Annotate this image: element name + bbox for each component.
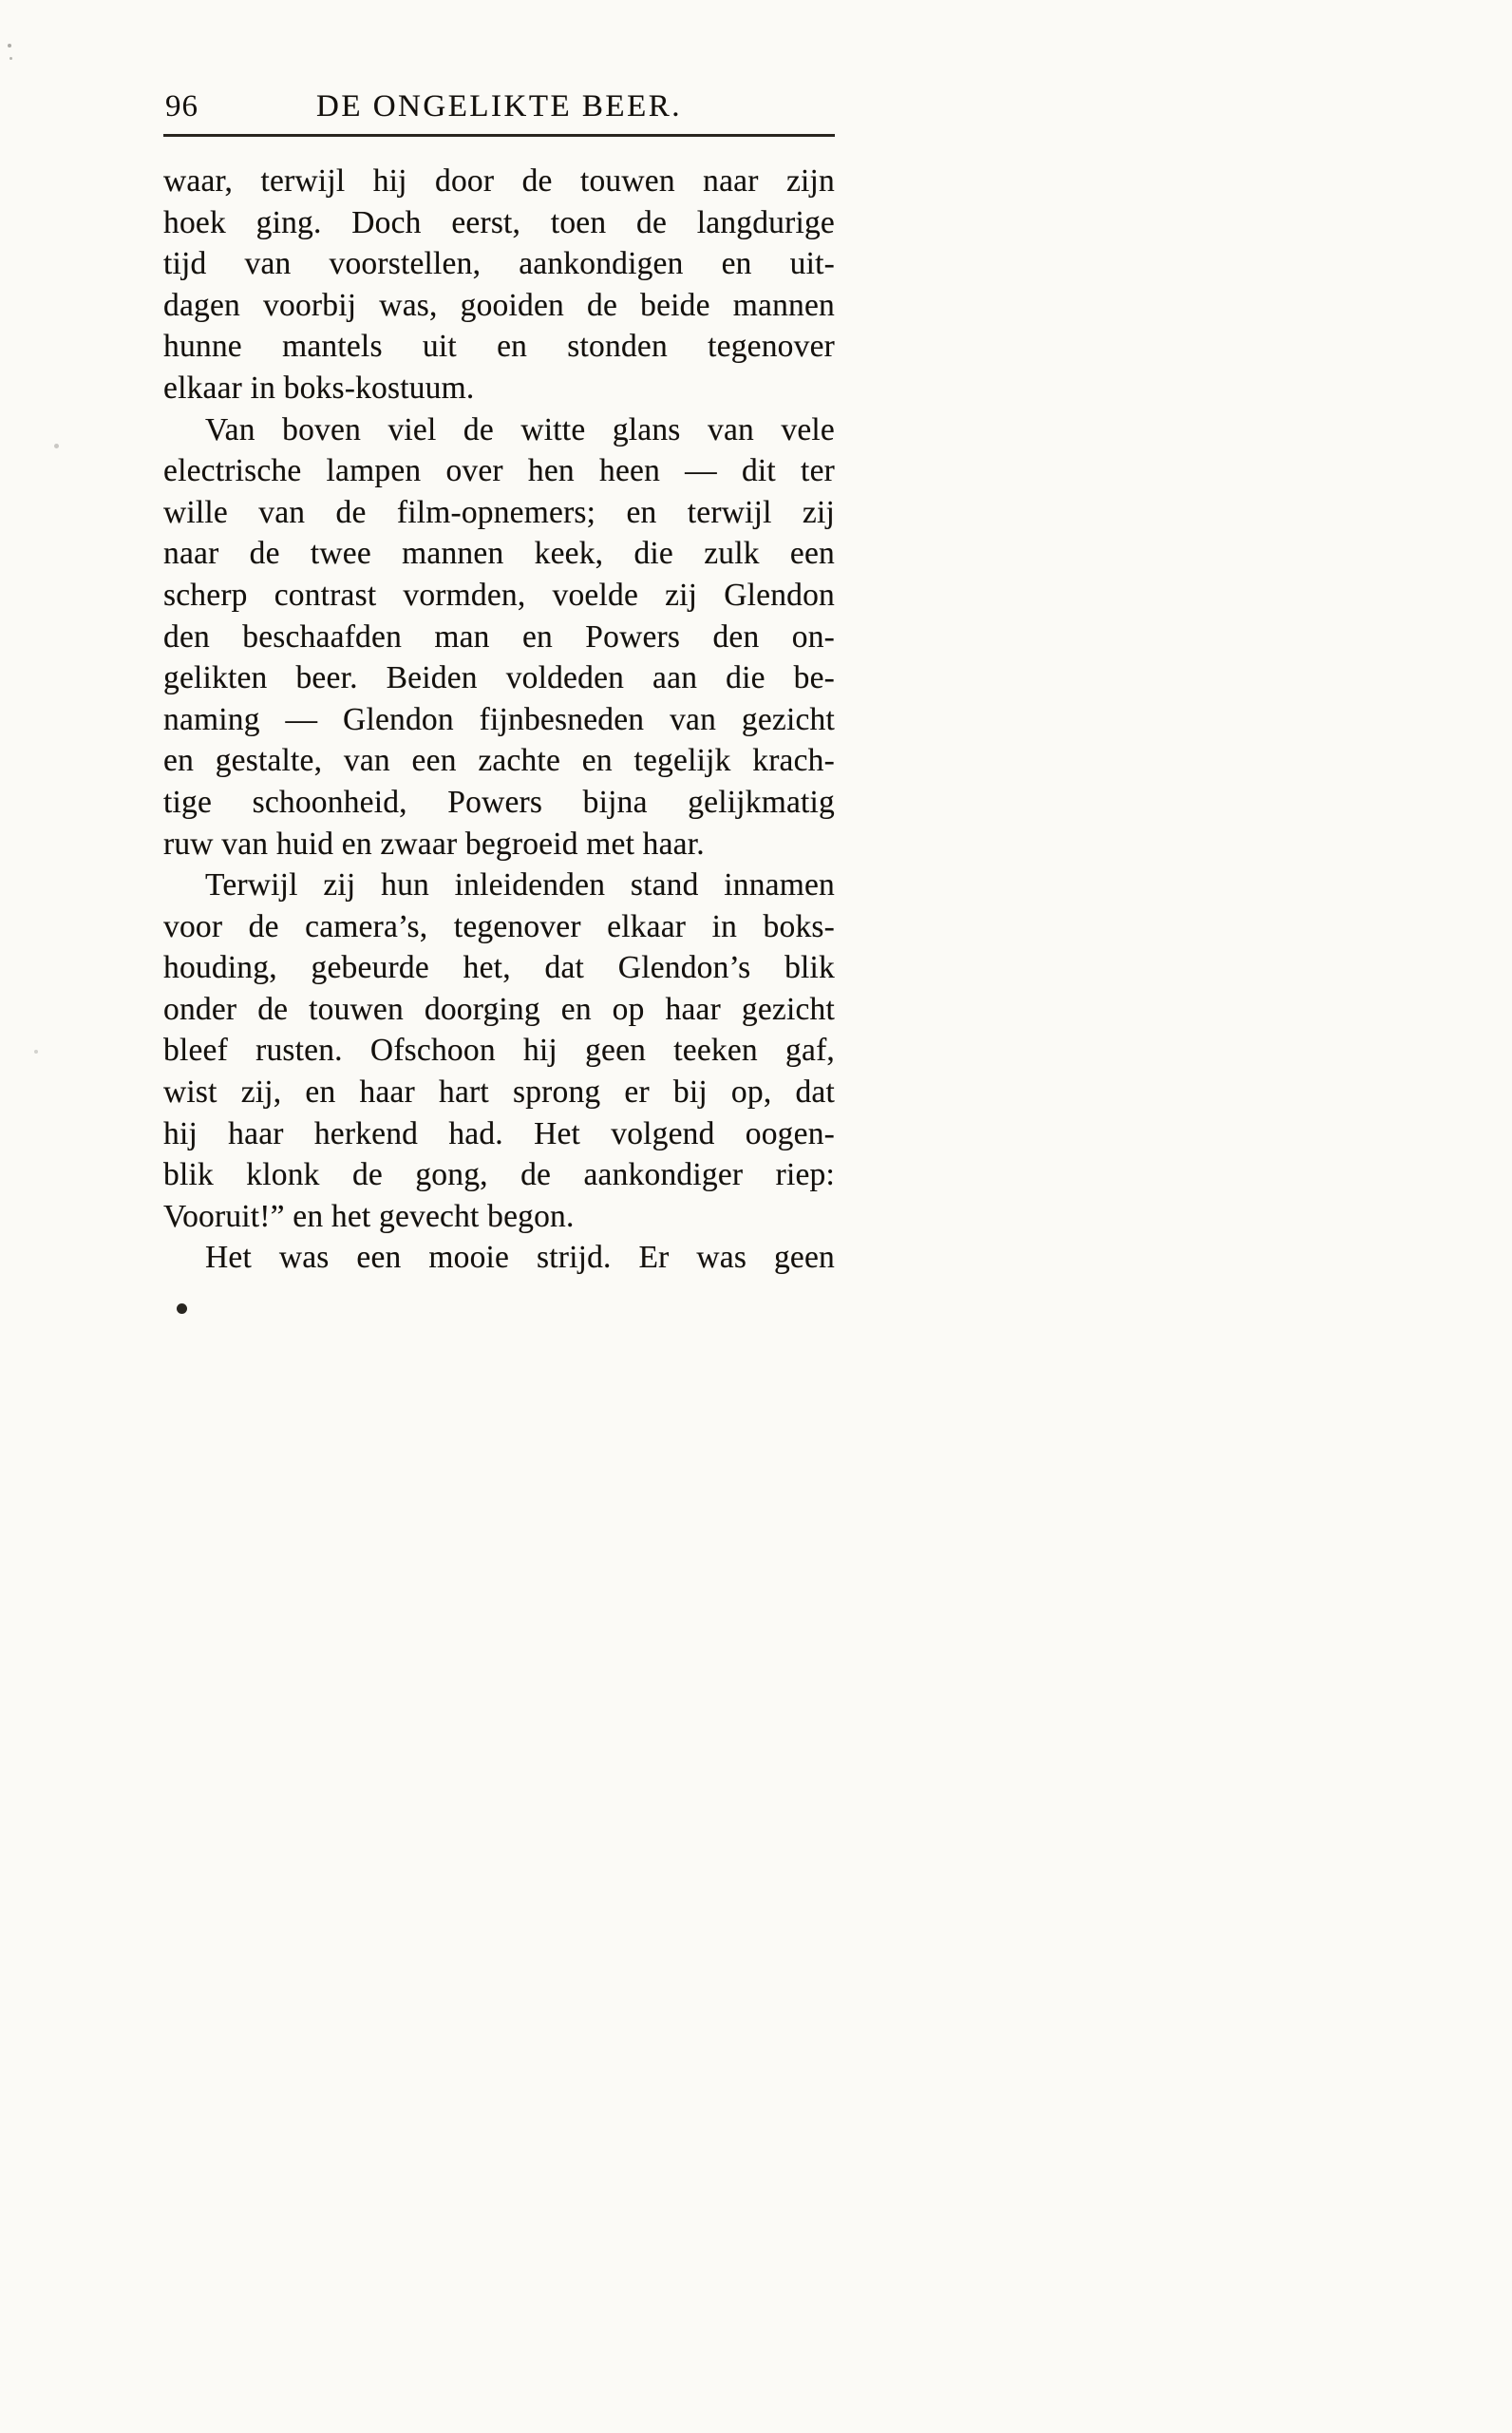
text-line: en gestalte, van een zachte en tegelijk krach- [163,743,835,779]
text-line: dagen voorbij was, gooiden de beide mannen [163,287,835,323]
text-line: Terwijl zij hun inleidenden stand innamen [205,867,835,903]
body-text [163,161,835,1279]
running-title: DE ONGELIKTE BEER. [315,89,683,124]
text-line: wist zij, en haar hart sprong er bij op, dat [163,1074,835,1111]
page-number: 96 [165,89,198,124]
text-line: ruw van huid en zwaar begroeid met haar. [163,826,705,862]
text-line: electrische lampen over hen heen — dit ter [163,453,835,489]
text-line: tige schoonheid, Powers bijna gelijkmatig [163,784,835,820]
text-line: houding, gebeurde het, dat Glendon’s blik [163,950,835,986]
text-line: elkaar in boks-kostuum. [163,370,475,406]
text-line: den beschaafden man en Powers den on- [163,618,835,655]
ink-speck [9,57,12,60]
text-line: tijd van voorstellen, aankondigen en uit- [163,246,835,282]
text-line: hunne mantels uit en stonden tegenover [163,329,835,365]
page-header [163,87,835,127]
text-line: naar de twee mannen keek, die zulk een [163,536,835,572]
text-line: blik klonk de gong, de aankondiger riep: [163,1157,835,1193]
text-line: naming — Glendon fijnbesneden van gezicht [163,701,835,737]
text-line: bleef rusten. Ofschoon hij geen teeken gaf, [163,1033,835,1069]
header-rule [163,134,835,137]
text-line: Vooruit!” en het gevecht begon. [163,1198,575,1234]
text-line: Van boven viel de witte glans van vele [205,411,835,447]
ink-speck [8,44,11,48]
text-line: Het was een mooie strijd. Er was geen [205,1240,835,1276]
text-line: gelikten beer. Beiden voldeden aan die be- [163,660,835,696]
ink-speck [34,1050,38,1054]
text-line: onder de touwen doorging en op haar gezicht [163,991,835,1027]
text-line: voor de camera’s, tegenover elkaar in boks- [163,908,835,944]
text-column [163,87,835,1279]
text-line: hij haar herkend had. Het volgend oogen- [163,1115,835,1151]
text-line: waar, terwijl hij door de touwen naar zijn [163,163,835,199]
ink-speck [177,1303,187,1314]
text-line: wille van de film-opnemers; en terwijl zij [163,494,835,530]
text-line: scherp contrast vormden, voelde zij Glendon [163,577,835,613]
text-line: hoek ging. Doch eerst, toen de langdurige [163,204,835,240]
ink-speck [54,444,59,448]
